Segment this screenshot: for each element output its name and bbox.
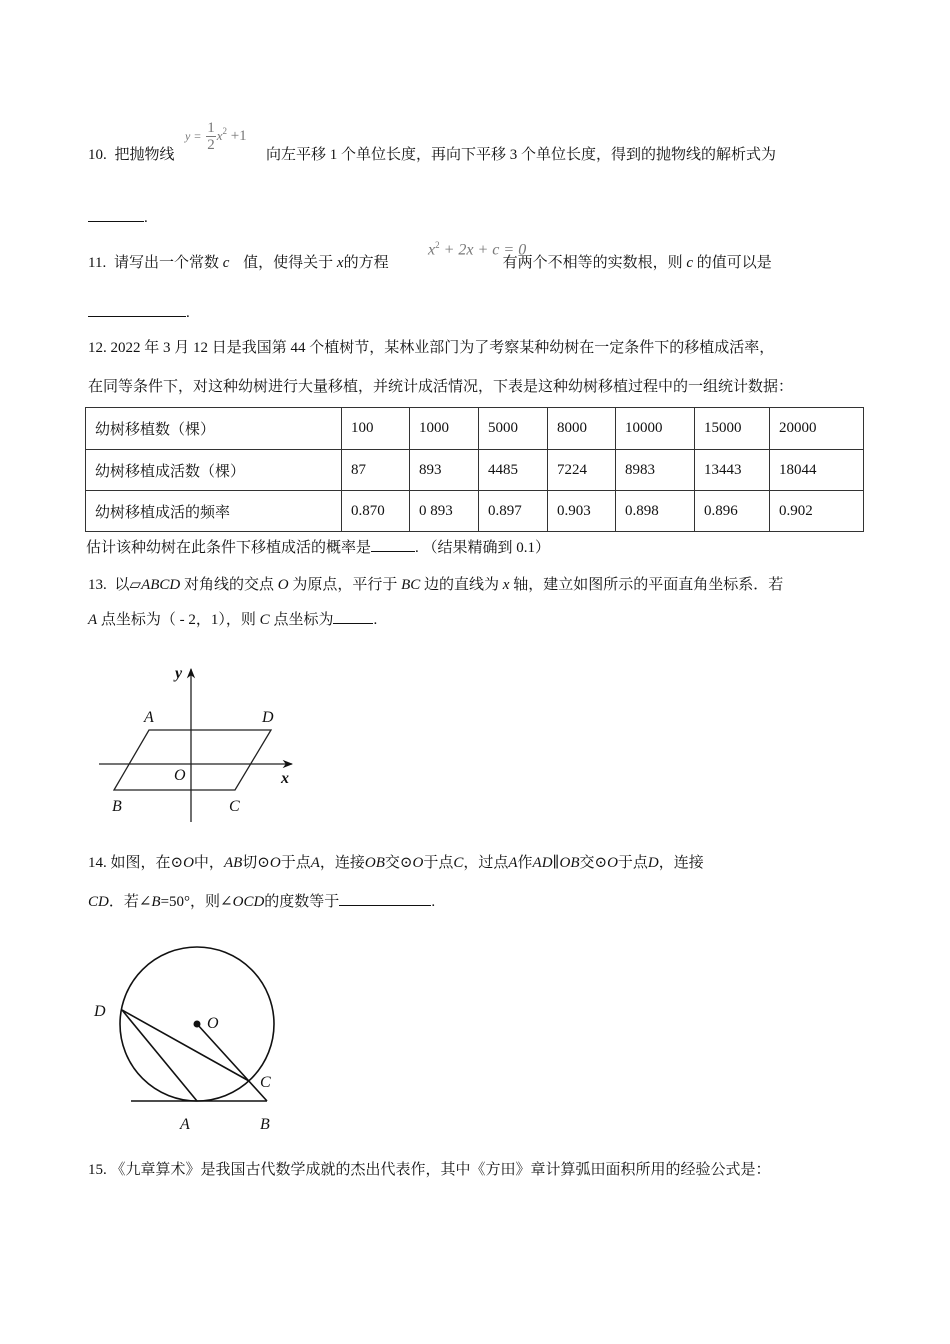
label-x: x bbox=[281, 770, 289, 787]
segment-da bbox=[122, 1010, 197, 1101]
label-A: A bbox=[144, 709, 154, 726]
label-B: B bbox=[112, 798, 122, 815]
label-D: D bbox=[262, 709, 274, 726]
segment-ob bbox=[197, 1024, 267, 1101]
q10-text-before: 把抛物线 bbox=[114, 147, 175, 163]
question-12-line1: 12. 2022 年 3 月 12 日是我国第 44 个植树节，某林业部门为了考察某种幼树在一定条件下的移植成活率， bbox=[88, 340, 775, 356]
row-label: 幼树移植成活数（棵） bbox=[86, 450, 342, 491]
q10-answer-line: . bbox=[88, 207, 148, 228]
segment-dc bbox=[122, 1010, 249, 1081]
label-D: D bbox=[94, 1003, 106, 1020]
parallelogram-abcd bbox=[114, 730, 271, 790]
question-12-line2: 在同等条件下，对这种幼树进行大量移植，并统计成活情况，下表是这种幼树移植过程中的一组统计数据： bbox=[88, 379, 794, 395]
q14-answer-blank[interactable] bbox=[339, 891, 431, 906]
label-B: B bbox=[260, 1116, 270, 1133]
label-C: C bbox=[260, 1074, 271, 1091]
row-label: 幼树移植数（棵） bbox=[86, 408, 342, 450]
question-14-line2: CD．若∠B=50°，则∠OCD的度数等于 . bbox=[88, 891, 435, 912]
q12-question-line: 估计该种幼树在此条件下移植成活的概率是 . （结果精确到 0.1） bbox=[86, 537, 550, 558]
table-row: 幼树移植成活数（棵） 87 893 4485 7224 8983 13443 18044 bbox=[86, 450, 864, 491]
row-label: 幼树移植成活的频率 bbox=[86, 491, 342, 532]
question-14-line1: 14. 如图，在⊙O中，AB切⊙O于点A，连接OB交⊙O于点C，过点A作AD∥OB交⊙O于点D，连接 bbox=[88, 855, 704, 871]
q10-number: 10. bbox=[88, 147, 107, 163]
label-A: A bbox=[180, 1116, 190, 1133]
label-C: C bbox=[229, 798, 240, 815]
question-11: 11. 请写出一个常数 c 值，使得关于 x的方程 有两个不相等的实数根，则 c 的值可以是 bbox=[88, 255, 772, 271]
table-row: 幼树移植数（棵） 100 1000 5000 8000 10000 15000 20000 bbox=[86, 408, 864, 450]
label-O: O bbox=[174, 767, 186, 784]
q10-formula: y = $\frac{1}{2}$ $x^2 +1$ bbox=[185, 120, 247, 153]
parallelogram-figure bbox=[99, 669, 292, 822]
center-point-o bbox=[194, 1021, 201, 1028]
question-13-line2: A 点坐标为（ - 2，1），则 C 点坐标为 . bbox=[88, 609, 377, 630]
label-O: O bbox=[207, 1015, 219, 1032]
question-15: 15. 《九章算术》是我国古代数学成就的杰出代表作，其中《方田》章计算弧田面积所用的经验公式是： bbox=[88, 1162, 771, 1178]
q11-formula: $x^2 + 2x + c = 0$ bbox=[428, 240, 527, 259]
table-row: 幼树移植成活的频率 0.870 0 893 0.897 0.903 0.898 0.896 0.902 bbox=[86, 491, 864, 532]
q10-text-after: 向左平移 1 个单位长度，再向下平移 3 个单位长度，得到的抛物线的解析式为 bbox=[266, 147, 777, 163]
q11-answer-line: . bbox=[88, 302, 190, 323]
question-13-line1: 13. 以▱ABCD 对角线的交点 O 为原点，平行于 BC 边的直线为 x 轴，建立如图所示的平面直角坐标系．若 bbox=[88, 577, 784, 593]
label-y: y bbox=[175, 665, 183, 682]
